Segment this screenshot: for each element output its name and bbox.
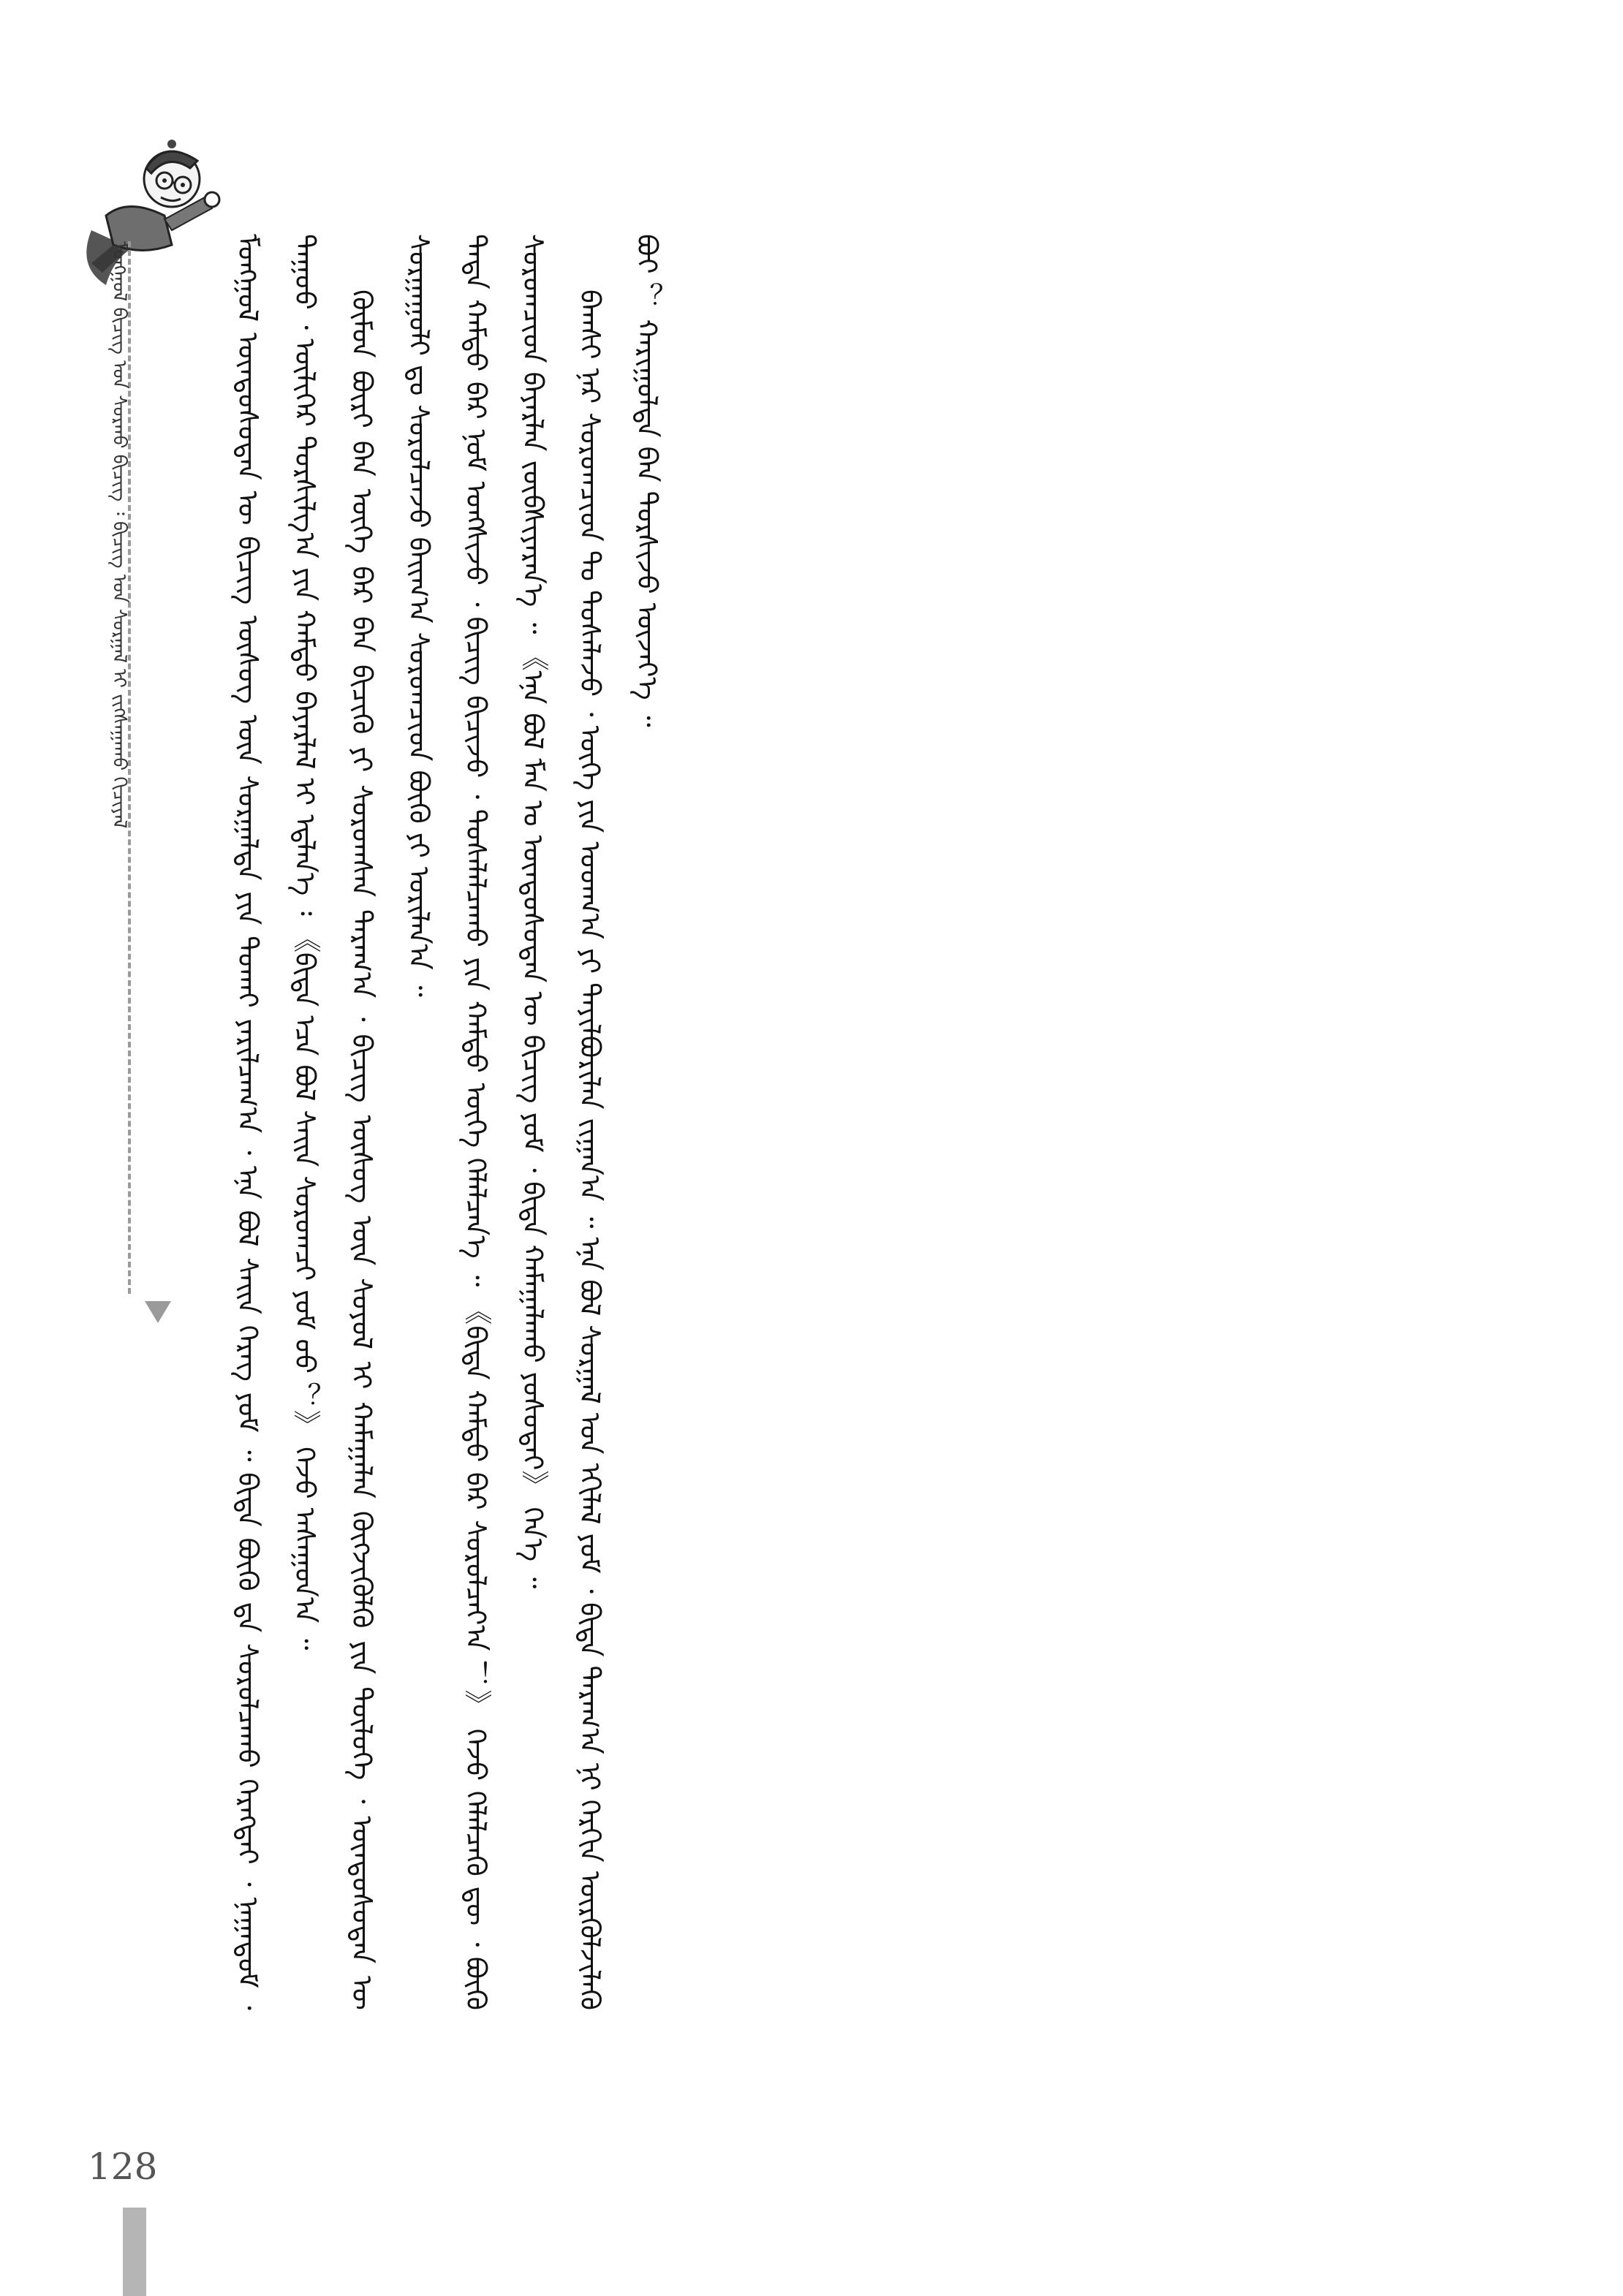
paragraph: ᠪᠠᠭᠰᠢ ᠨᠠᠷ ᠰᠤᠷᠤᠭᠴᠢᠳ ᠲᠤ ᠲᠤᠰᠠᠯᠠᠵᠤ ᠂ ᠦᠭᠡ ᠶᠢᠨ ᠤᠳᠬ᠎ᠠ ᠶᠢ ᠲᠠᠶᠢᠯᠪᠤᠷᠢᠯᠠᠨ ᠵᠢᠭᠠᠨ᠎ᠠ ᠃ ᠡᠨᠡ ᠪᠣᠯ ᠰᠤᠷᠭᠠᠯ ᠤᠨ ᠡᠬᠢᠯᠡᠯ ᠶᠤᠮ ᠂ ᠪᠢᠳᠡ ᠳᠠᠷᠠᠭ᠎ᠠ ᠨᠢ ᠬᠡᠷᠬᠢᠨ ᠦᠷᠭᠦᠯᠵᠢᠯᠡᠬᠦ ᠪᠣᠢ ？ ᠬᠠᠷᠢᠭᠤᠯᠲᠠ ᠪᠠᠨ ᠲᠤᠷᠰᠢᠵᠤ ᠦᠵᠡᠶ᠎ᠡ ᠃ xyxy=(574,234,663,2010)
page-number: 128 xyxy=(88,2145,158,2188)
paragraph: ᠬᠦᠮᠦᠨ ᠪᠦᠷᠢ ᠪᠡᠨ ᠦᠭᠡ ᠪᠡᠷ ᠪᠡᠨ ᠪᠢᠴᠢᠬᠦ ᠶᠢ ᠰᠤᠷᠤᠭᠰᠠᠨ ᠳᠠᠷᠠᠭ᠎ᠠ ᠂ ᠪᠢᠴᠢᠭ᠌ ᠦᠰᠦᠭ ᠦᠨ ᠰᠣᠶᠤᠯ ᠢ ᠬᠠᠮᠠᠭᠠᠯᠠᠨ ᠬᠥᠭᠵᠢᠭᠦᠯᠬᠦ ᠶᠢᠨ ᠲᠥᠯᠥᠭᠡ ᠂ ᠦᠨᠳᠦᠰᠦᠲᠡᠨ ᠦ ᠰᠤᠷᠭᠠᠭᠤᠯᠢ ᠳᠤ ᠰᠤᠷᠤᠯᠴᠠᠵᠤ ᠪᠠᠢᠭ᠎ᠠ ᠰᠤᠷᠤᠭᠴᠢᠳ ᠪᠦᠬᠦ ᠶᠢ ᠤᠷᠢᠯᠠᠨ᠎ᠠ ᠃ xyxy=(346,234,435,2010)
mascot-illustration xyxy=(62,128,230,296)
running-header: ᠮᠣᠩᠭᠣᠯ ᠪᠢᠴᠢᠭ᠌ ᠤᠨ ᠰᠤᠷᠬᠤ ᠪᠢᠴᠢᠭ᠌ ᠄ ᠪᠢᠴᠢᠭ᠌ ᠤᠨ ᠰᠤᠷᠭᠠᠯ ᠢ ᠵᠢᠭ᠌ᠰᠠᠭᠠᠬᠤ ᠬᠢᠴᠢᠶᠡᠯ xyxy=(108,241,130,829)
paragraph: ᠲᠡᠳᠡ ᠬᠠᠮᠲᠤ ᠪᠡᠷ ᠨᠣᠮ ᠤᠩᠰᠢᠵᠤ ᠂ ᠪᠢᠴᠢᠭ᠌ ᠪᠢᠴᠢᠵᠦ ᠂ ᠲᠤᠰᠠᠯᠠᠯᠴᠠᠬᠤ ᠶᠢᠨ ᠬᠠᠮᠲᠤ ᠦᠭᠡ ᠬᠡᠯᠡᠯᠴᠡᠨ᠎ᠡ ᠃ 《ᠪᠢᠳᠡ ᠬᠠᠮᠲᠤ ᠪᠡᠷ ᠰᠤᠷᠤᠯᠴᠠᠶ᠎ᠠ ！》 ᠭᠡᠵᠦ ᠬᠡᠯᠡᠯᠴᠡᠬᠦ ᠳᠦ ᠂ ᠪᠦᠬᠦ ᠰᠤᠷᠤᠭᠴᠢᠳ ᠪᠠᠶᠠᠷᠯᠠᠨ ᠵᠥᠪᠰᠢᠶᠡᠷᠡᠨ᠎ᠡ ᠃ 《ᠡᠨᠡ ᠪᠣᠯ ᠮᠠᠨ ᠤ ᠦᠨᠳᠦᠰᠦᠲᠡᠨ ᠦ ᠪᠢᠴᠢᠭ᠌ ᠶᠤᠮ ᠂ ᠪᠢᠳᠡ ᠬᠠᠮᠠᠭᠠᠯᠠᠬᠤ ᠶᠤᠰᠤᠲᠠᠢ》 ᠭᠡᠨ᠎ᠡ ᠃ xyxy=(460,234,549,2010)
body-text xyxy=(219,234,1462,2010)
header-triangle-marker xyxy=(145,1301,171,1323)
footer-bar xyxy=(123,2208,146,2296)
paragraph: ᠮᠣᠩᠭᠣᠯ ᠦᠨᠳᠦᠰᠦᠲᠡᠨ ᠦ ᠪᠢᠴᠢᠭ᠌ ᠦᠰᠦᠭ ᠦᠨ ᠰᠤᠷᠭᠠᠯᠳᠠ ᠶᠢᠨ ᠲᠤᠬᠠᠢ ᠶᠠᠷᠢᠯᠴᠠᠭ᠎ᠠ ᠂ ᠡᠨᠡ ᠪᠣᠯ ᠰᠠᠢᠨ ᠬᠡᠷᠡᠭ ᠶᠤᠮ ᠃ ᠪᠢᠳᠡ ᠪᠦᠬᠦ ᠳᠠ ᠰᠤᠷᠤᠯᠴᠠᠬᠤ ᠬᠡᠷᠡᠭᠲᠡᠢ ᠂ ᠨᠠᠭᠠᠳᠤᠮ ᠂ ᠳᠠᠭᠤᠤ ᠂ ᠦᠯᠢᠭᠡᠷ ᠲᠤᠷᠰᠢᠯᠭ᠎ᠠ ᠶᠢᠨ ᠬᠠᠮᠲᠤ ᠪᠠᠶᠠᠷᠯᠠᠯ ᠢ ᠡᠳ᠋ᠯᠡᠨ᠎ᠡ ᠄ 《ᠪᠢᠳᠡ ᠡᠴᠡ ᠪᠣᠯ ᠰᠠᠢᠨ ᠰᠤᠷᠤᠭᠴᠢ ᠶᠤᠮ ᠤᠤ ？》 ᠭᠡᠵᠦ ᠠᠰᠠᠭᠤᠨ᠎ᠠ ᠃ xyxy=(232,234,321,2010)
